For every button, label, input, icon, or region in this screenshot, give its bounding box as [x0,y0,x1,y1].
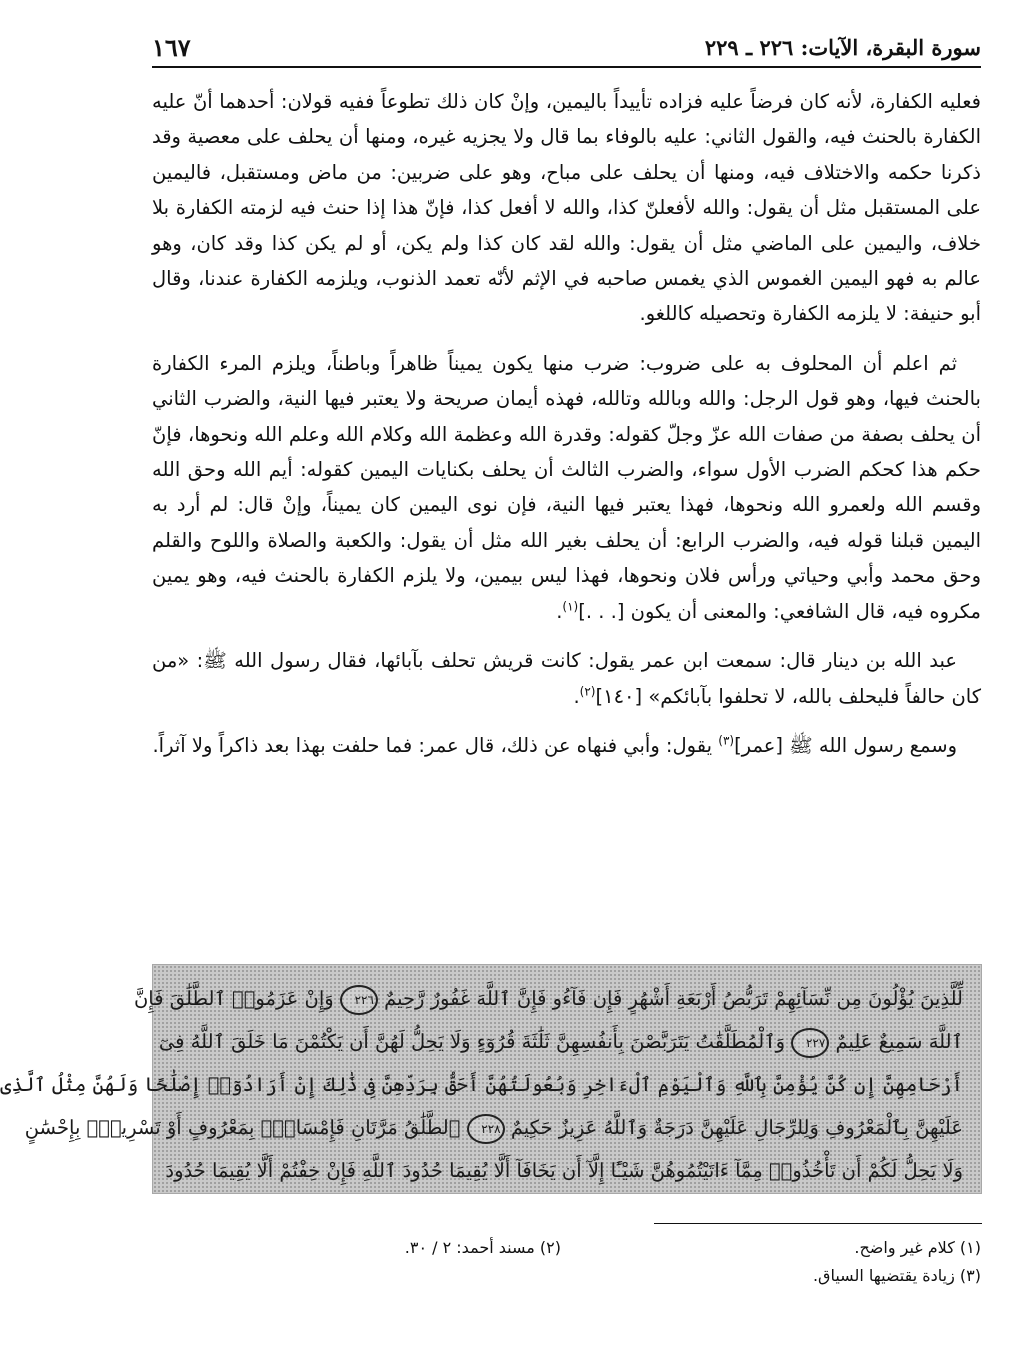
quran-line-1 [133,977,963,1020]
running-header [152,22,981,68]
page-number: ١٦٧ [152,33,191,62]
footnote-3: (٣) زيادة يقتضيها السياق. [812,1266,981,1285]
quran-verses-box [0,964,982,1194]
paragraph-3: عبد الله بن دينار قال: سمعت ابن عمر يقول: كانت قريش تحلف بآبائها، فقال رسول الله ﷺ: «من كان حالفاً فليحلف بالله، لا تحلفوا بآبائكم» [١٤٠]$^{(٢)}$. [152,649,981,708]
footnote-divider [654,1223,982,1224]
main-text [152,84,981,763]
quran-line-5-text: وَلَا يَحِلُّ لَكُمْ أَن تَأْخُذُوا۟ مِمَّآ ءَاتَيْتُمُوهُنَّ شَيْـًٔا إِلَّآ أَن يَخَافَآ أَلَّا يُقِيمَا حُدُودَ ٱللَّهِ فَإِنْ خِفْتُمْ أَلَّا يُقِيمَا حُدُودَ [165,1159,963,1182]
quran-line-3 [0,1063,963,1106]
footnote-ref-2: (٢) [579,684,596,698]
quran-line-2-text-b: وَٱلْمُطَلَّقَٰتُ يَتَرَبَّصْنَ بِأَنفُسِهِنَّ ثَلَٰثَةَ قُرُوٓءٍ وَلَا يَحِلُّ لَهُنَّ أَن يَكْتُمْنَ مَا خَلَقَ ٱللَّهُ فِىٓ [158,1030,786,1053]
ayah-number-marker: ٢٢٧ [791,1028,829,1058]
quran-line-4 [24,1106,963,1149]
chapter-heading: سورة البقرة، الآيات: ٢٢٦ ـ ٢٢٩ [704,35,981,60]
quran-line-1-text-b: وَإِنْ عَزَمُوا۟ ٱلطَّلَٰقَ فَإِنَّ [133,987,334,1010]
footnote-row [152,1262,981,1290]
footnote-1: (١) كلام غير واضح. [854,1238,981,1257]
footnotes [152,1234,981,1290]
ayah-number-marker: ٢٢٨ [467,1114,505,1144]
footnote-row [152,1234,981,1262]
paragraph-2: ثم اعلم أن المحلوف به على ضروب: ضرب منها يكون يميناً ظاهراً وباطناً، ويلزم المرء الكفارة بالحنث فيها، وهو قول الرجل: والله وبالله وتالله، فهذه أيمان صريحة ولا يعتبر فيها النية، والضرب الثاني أن يحلف بصفة من صفات الله عزّ وجلّ كقوله: وقدرة الله وعظمة الله وكلام الله وعلم الله ونحوها، فإنّ حكم هذا كحكم الضرب الأول سواء، والضرب الثالث أن يحلف بكنايات اليمين كقوله: أيم الله وحق الله وقسم الله ولعمرو الله ونحوها، فهذا يعتبر فيها النية، فإن نوى اليمين كان يميناً، وإنْ قال: لم أرد به اليمين قبلنا قوله فيه، والضرب الرابع: أن يحلف بغير الله مثل أن يقول: والكعبة والصلاة واللوح والقلم وحق محمد وأبي وحياتي ورأس فلان ونحوها، فهذا ليس بيمين، ولا يلزم الكفارة بالحنث فيه، وهو يمين مكروه فيه، قال الشافعي: والمعنى أن يكون [. . .]$^{(١)}$. [152,351,981,623]
footnote-ref-1: (١) [562,599,579,614]
paragraph-4-text-a: وسمع رسول الله ﷺ [عمر] [734,733,957,757]
quran-line-2 [158,1020,963,1063]
quran-line-2-text-a: ٱللَّهَ سَمِيعٌ عَلِيمٌ [835,1030,963,1053]
paragraph-2-text: ثم اعلم أن المحلوف به على ضروب: ضرب منها يكون يميناً ظاهراً وباطناً، ويلزم المرء الكفارة بالحنث فيها، وهو قول الرجل: والله وبالله وتالله، فهذه أيمان صريحة ولا يعتبر فيها النية، والضرب الثاني أن يحلف بصفة من صفات الله عزّ وجلّ كقوله: وقدرة الله وعظمة الله وكلام الله وعلم الله ونحوها، فإنّ حكم هذا كحكم الضرب الأول سواء، والضرب الثالث أن يحلف بكنايات اليمين كقوله: أيم الله وحق الله وقسم الله ولعمرو الله ونحوها، فهذا يعتبر فيها النية، فإن نوى اليمين كان يميناً، وإنْ قال: لم أرد به اليمين قبلنا قوله فيه، والضرب الرابع: أن يحلف بغير الله مثل أن يقول: والكعبة والصلاة واللوح والقلم وحق محمد وأبي وحياتي ورأس فلان ونحوها، فهذا ليس بيمين، ولا يلزم الكفارة بالحنث فيه، وهو يمين مكروه فيه، قال الشافعي: والمعنى أن يكون [. . .] [152,351,981,623]
footnote-2: (٢) مسند أحمد: ٢ / ٣٠. [404,1238,561,1257]
paragraph-1: فعليه الكفارة، لأنه كان فرضاً عليه فزاده تأييداً باليمين، وإنْ كان ذلك تطوعاً ففيه قولان: أحدهما أنّ عليه الكفارة بالحنث فيه، والقول الثاني: عليه بالوفاء بما قال ولا يجزيه غيره، ومنها أن يحلف على معصية وقد ذكرنا حكمه والاختلاف فيه، ومنها أن يحلف على مباح، وهو على ضربين: من ماض ومستقبل، فاليمين على المستقبل مثل أن يقول: والله لأفعلنّ كذا، والله لا أفعل كذا، فإنّ هذا إذا حنث فيه لزمته الكفارة بلا خلاف، واليمين على الماضي مثل أن يقول: والله لقد كان كذا ولم يكن، أو لم يكن كذا وقد كان، وهو عالم به فهو اليمين الغموس الذي يغمس صاحبه في الإثم لأنّه تعمد الذنوب، ويلزمه الكفارة عندنا، وقال أبو حنيفة: لا يلزمه الكفارة وتحصيله كاللغو. [152,90,981,326]
quran-line-4-text-b: ٱلطَّلَٰقُ مَرَّتَانِ فَإِمْسَاكٌۢ بِمَعْرُوفٍ أَوْ تَسْرِيحٌۢ بِإِحْسَٰنٍ [24,1116,461,1139]
quran-line-5 [165,1149,963,1192]
quran-line-1-text: لِّلَّذِينَ يُؤْلُونَ مِن نِّسَآئِهِمْ تَرَبُّصُ أَرْبَعَةِ أَشْهُرٍ فَإِن فَآءُو فَإِنَّ ٱللَّهَ غَفُورٌ رَّحِيمٌ [384,987,963,1010]
paragraph-4 [152,728,981,763]
footnote-ref-3: (٣) [718,733,735,748]
quran-line-3-text: أَرْحَامِهِنَّ إِن كُنَّ يُؤْمِنَّ بِٱللَّهِ وَٱلْيَوْمِ ٱلْءَاخِرِ وَبُعُولَتُهُنَّ أَحَقُّ بِرَدِّهِنَّ فِى ذَٰلِكَ إِنْ أَرَادُوٓا۟ إِصْلَٰحًا وَلَهُنَّ مِثْلُ ٱلَّذِى [0,1073,963,1096]
paragraph-3-text: عبد الله بن دينار قال: سمعت ابن عمر يقول: كانت قريش تحلف بآبائها، فقال رسول الله ﷺ: «من كان حالفاً فليحلف بالله، لا تحلفوا بآبائكم» [١٤٠] [152,649,981,708]
quran-line-4-text-a: عَلَيْهِنَّ بِٱلْمَعْرُوفِ وَلِلرِّجَالِ عَلَيْهِنَّ دَرَجَةٌ وَٱللَّهُ عَزِيزٌ حَكِيمٌ [510,1116,963,1139]
paragraph-4-text-b: يقول: وأبي فنهاه عن ذلك، قال عمر: فما حلفت بهذا بعد ذاكراً ولا آثراً. [152,733,719,757]
ayah-number-marker: ٢٢٦ [340,985,378,1015]
